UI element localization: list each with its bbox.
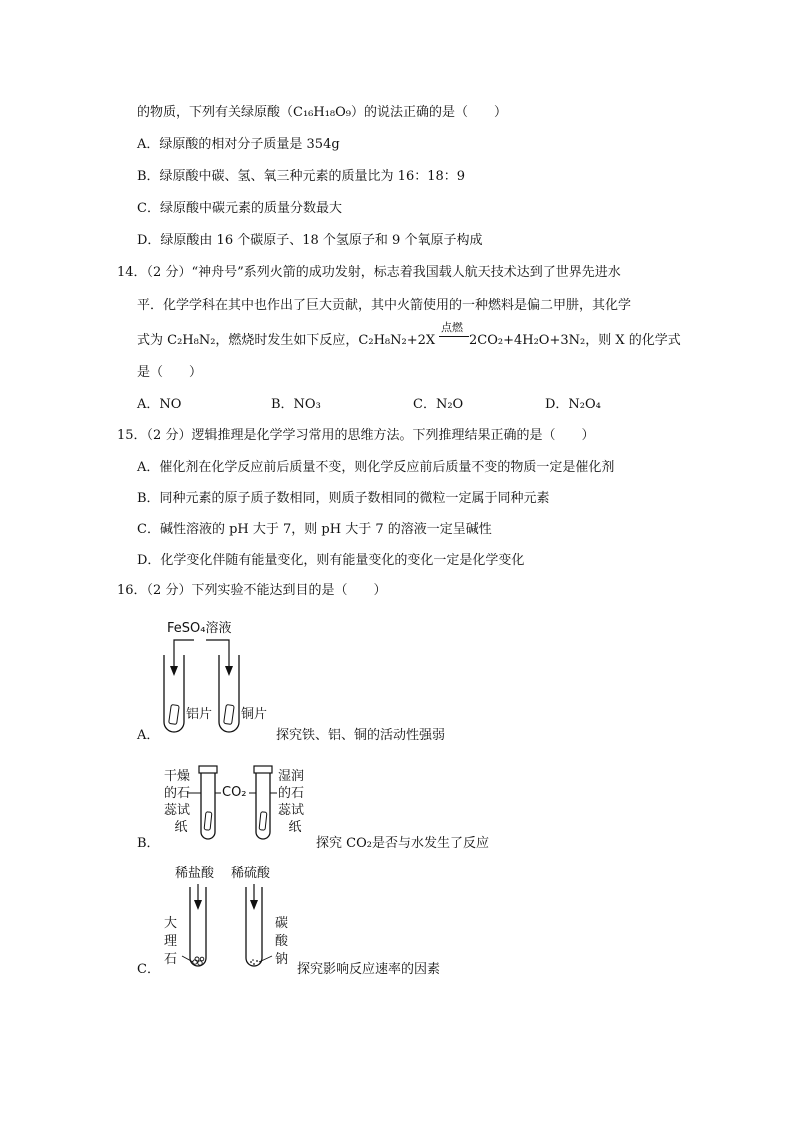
q14-line3-part1: 式为 C₂H₈N₂，燃烧时发生如下反应，C₂H₈N₂+2X — [137, 333, 436, 348]
diagram-a-copper-strip — [224, 705, 235, 725]
marble-char-3: 石 — [164, 952, 178, 967]
diagram-a-copper-label: 铜片 — [241, 707, 268, 722]
q14-option-b[interactable]: B．NO₃ — [271, 397, 321, 412]
wet-line-3: 蕊试 — [278, 803, 305, 818]
diagram-b-stopper-left — [199, 766, 217, 773]
marble-char-1: 大 — [164, 916, 178, 931]
carbonate-char-1: 碳 — [275, 916, 289, 931]
diagram-a-arrow-left — [170, 666, 178, 676]
q13-stem: 的物质，下列有关绿原酸（C₁₆H₁₈O₉）的说法正确的是（ ） — [137, 105, 507, 120]
q16-option-c-letter[interactable]: C． — [137, 962, 160, 977]
q14-line4: 是（ ） — [137, 365, 203, 380]
diagram-a-aluminum-strip — [169, 705, 180, 725]
q13-option-c[interactable]: C．绿原酸中碳元素的质量分数最大 — [137, 201, 342, 216]
diagram-c-arrow-left — [194, 900, 202, 910]
q14-option-d[interactable]: D．N₂O₄ — [545, 397, 601, 412]
q16-stem: 16．（2 分）下列实验不能达到目的是（ ） — [117, 583, 387, 598]
q15-option-b[interactable]: B．同种元素的原子质子数相同，则质子数相同的微粒一定属于同种元素 — [137, 491, 550, 506]
diagram-b-paper-right — [259, 812, 267, 831]
q14-line3-part2: 2CO₂+4H₂O+3N₂，则 X 的化学式 — [469, 333, 681, 348]
diagram-c-marble — [193, 957, 204, 965]
diagram-c-hcl-label: 稀盐酸 — [175, 866, 215, 881]
dry-line-3: 蕊试 — [164, 803, 191, 818]
q14-option-a[interactable]: A．NO — [137, 397, 182, 412]
q15-stem: 15．（2 分）逻辑推理是化学学习常用的思维方法。下列推理结果正确的是（ ） — [117, 428, 595, 443]
carbonate-char-2: 酸 — [275, 934, 289, 949]
wet-line-4: 纸 — [288, 820, 302, 835]
diagram-b-dry-label — [164, 768, 198, 836]
q15-option-a[interactable]: A．催化剂在化学反应前后质量不变，则化学反应前后质量不变的物质一定是催化剂 — [137, 460, 615, 475]
wet-line-2: 的石 — [278, 786, 305, 801]
diagram-b-stopper-right — [254, 766, 272, 773]
marble-char-2: 理 — [164, 934, 178, 949]
q15-option-d[interactable]: D．化学变化伴随有能量变化，则有能量变化的变化一定是化学变化 — [137, 553, 525, 568]
dry-line-4: 纸 — [174, 820, 188, 835]
wet-line-1: 湿润 — [278, 769, 305, 784]
diagram-a-arrow-right — [225, 666, 233, 676]
diagram-b-gas-label: CO₂ — [222, 785, 247, 800]
diagram-b-wet-label — [278, 768, 312, 836]
diagram-a-reagent-label: FeSO₄溶液 — [167, 621, 232, 636]
diagram-c-sodium-carbonate — [250, 959, 258, 965]
diagram-c-marble-label — [164, 915, 177, 969]
q13-option-b[interactable]: B．绿原酸中碳、氢、氧三种元素的质量比为 16：18：9 — [137, 169, 466, 184]
q13-option-a[interactable]: A．绿原酸的相对分子质量是 354g — [137, 137, 340, 152]
dry-line-1: 干燥 — [164, 769, 191, 784]
dry-line-2: 的石 — [164, 786, 191, 801]
carbonate-char-3: 钠 — [275, 952, 289, 967]
q14-option-c[interactable]: C．N₂O — [413, 397, 464, 412]
q16-option-b-caption: 探究 CO₂是否与水发生了反应 — [316, 836, 489, 851]
q13-option-d[interactable]: D．绿原酸由 16 个碳原子、18 个氢原子和 9 个氧原子构成 — [137, 233, 483, 248]
q16-option-a-letter[interactable]: A． — [137, 728, 160, 743]
q14-line2: 平．化学学科在其中也作出了巨大贡献，其中火箭使用的一种燃料是偏二甲肼，其化学 — [137, 298, 632, 313]
diagram-a-aluminum-label: 铝片 — [186, 707, 213, 722]
q16-option-a-caption: 探究铁、铝、铜的活动性强弱 — [276, 728, 446, 743]
q16-option-b-letter[interactable]: B． — [137, 836, 160, 851]
diagram-c-sodium-carbonate-label — [275, 915, 288, 969]
diagram-c-arrow-right — [250, 900, 258, 910]
q15-option-c[interactable]: C．碱性溶液的 pH 大于 7，则 pH 大于 7 的溶液一定呈碱性 — [137, 522, 492, 537]
diagram-a-dropper-bracket — [174, 640, 229, 672]
reaction-condition: 点燃 — [441, 321, 463, 334]
q16-option-c-caption: 探究影响反应速率的因素 — [297, 962, 441, 977]
q14-line1: 14．（2 分）“神舟号”系列火箭的成功发射，标志着我国载人航天技术达到了世界先进水 — [117, 265, 621, 280]
diagram-b-paper-left — [204, 812, 212, 831]
diagram-c-h2so4-label: 稀硫酸 — [231, 866, 271, 881]
